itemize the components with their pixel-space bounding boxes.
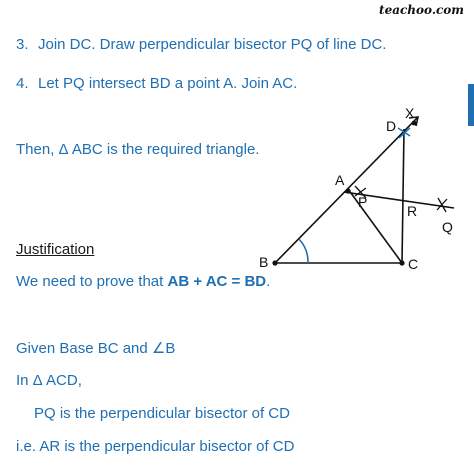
conclusion-text: Then, Δ ABC is the required triangle. bbox=[16, 141, 260, 158]
point-b bbox=[272, 260, 277, 265]
label-c: C bbox=[408, 256, 419, 272]
step-3-text: Join DC. Draw perpendicular bisector PQ of line DC. bbox=[38, 36, 387, 53]
ar-statement: i.e. AR is the perpendicular bisector of CD bbox=[16, 438, 295, 455]
watermark-logo: teachoo.com bbox=[379, 3, 464, 17]
label-r: R bbox=[407, 203, 418, 219]
step-4-text: Let PQ intersect BD a point A. Join AC. bbox=[38, 75, 298, 92]
pq-statement: PQ is the perpendicular bisector of CD bbox=[34, 405, 290, 422]
segment-ac bbox=[348, 189, 402, 263]
label-d: D bbox=[386, 118, 397, 134]
segment-dc bbox=[402, 129, 404, 263]
step-4-number: 4. bbox=[16, 75, 29, 92]
angle-b-arc bbox=[299, 239, 308, 263]
in-triangle-statement: In Δ ACD, bbox=[16, 372, 82, 389]
prove-suffix: . bbox=[266, 273, 271, 290]
justification-label: Justification bbox=[16, 241, 95, 258]
step-3-number: 3. bbox=[16, 36, 29, 53]
label-q: Q bbox=[442, 219, 453, 235]
prove-prefix: We need to prove that bbox=[16, 273, 168, 290]
label-b: B bbox=[259, 254, 269, 270]
point-c bbox=[399, 260, 404, 265]
label-a: A bbox=[335, 172, 345, 188]
prove-equation: AB + AC = BD bbox=[167, 273, 267, 290]
arc-mark-q-2 bbox=[437, 199, 447, 210]
label-x: X bbox=[405, 105, 415, 121]
point-a bbox=[345, 188, 350, 193]
given-statement: Given Base BC and ∠B bbox=[16, 340, 176, 357]
label-p: P bbox=[358, 194, 368, 210]
point-x-mark bbox=[412, 121, 417, 126]
